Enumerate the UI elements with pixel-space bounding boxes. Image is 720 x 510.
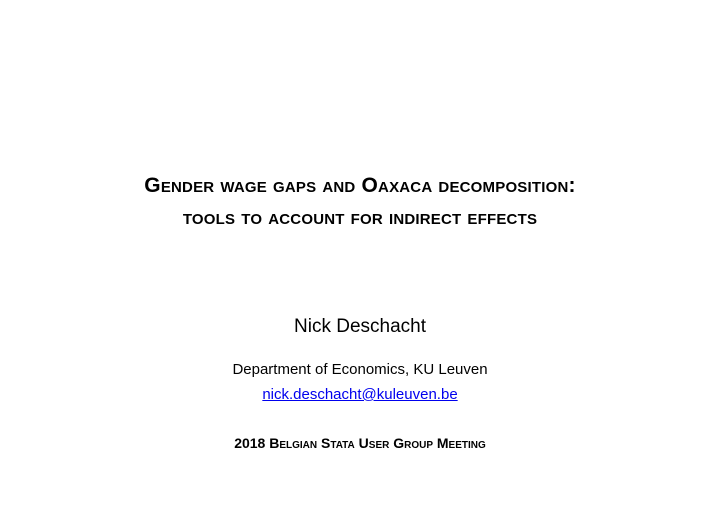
author-email-container — [0, 386, 720, 403]
meeting-name: 2018 Belgian Stata User Group Meeting — [234, 435, 486, 451]
author-email-link[interactable]: nick.deschacht@kuleuven.be — [262, 386, 458, 403]
title-line-2: tools to account for indirect effects — [182, 206, 538, 229]
author-name: Nick Deschacht — [294, 316, 426, 337]
title-line-1: Gender wage gaps and Oaxaca decomposition: — [144, 174, 576, 197]
author-affiliation: Department of Economics, KU Leuven — [232, 361, 488, 378]
slide-title — [40, 170, 680, 234]
